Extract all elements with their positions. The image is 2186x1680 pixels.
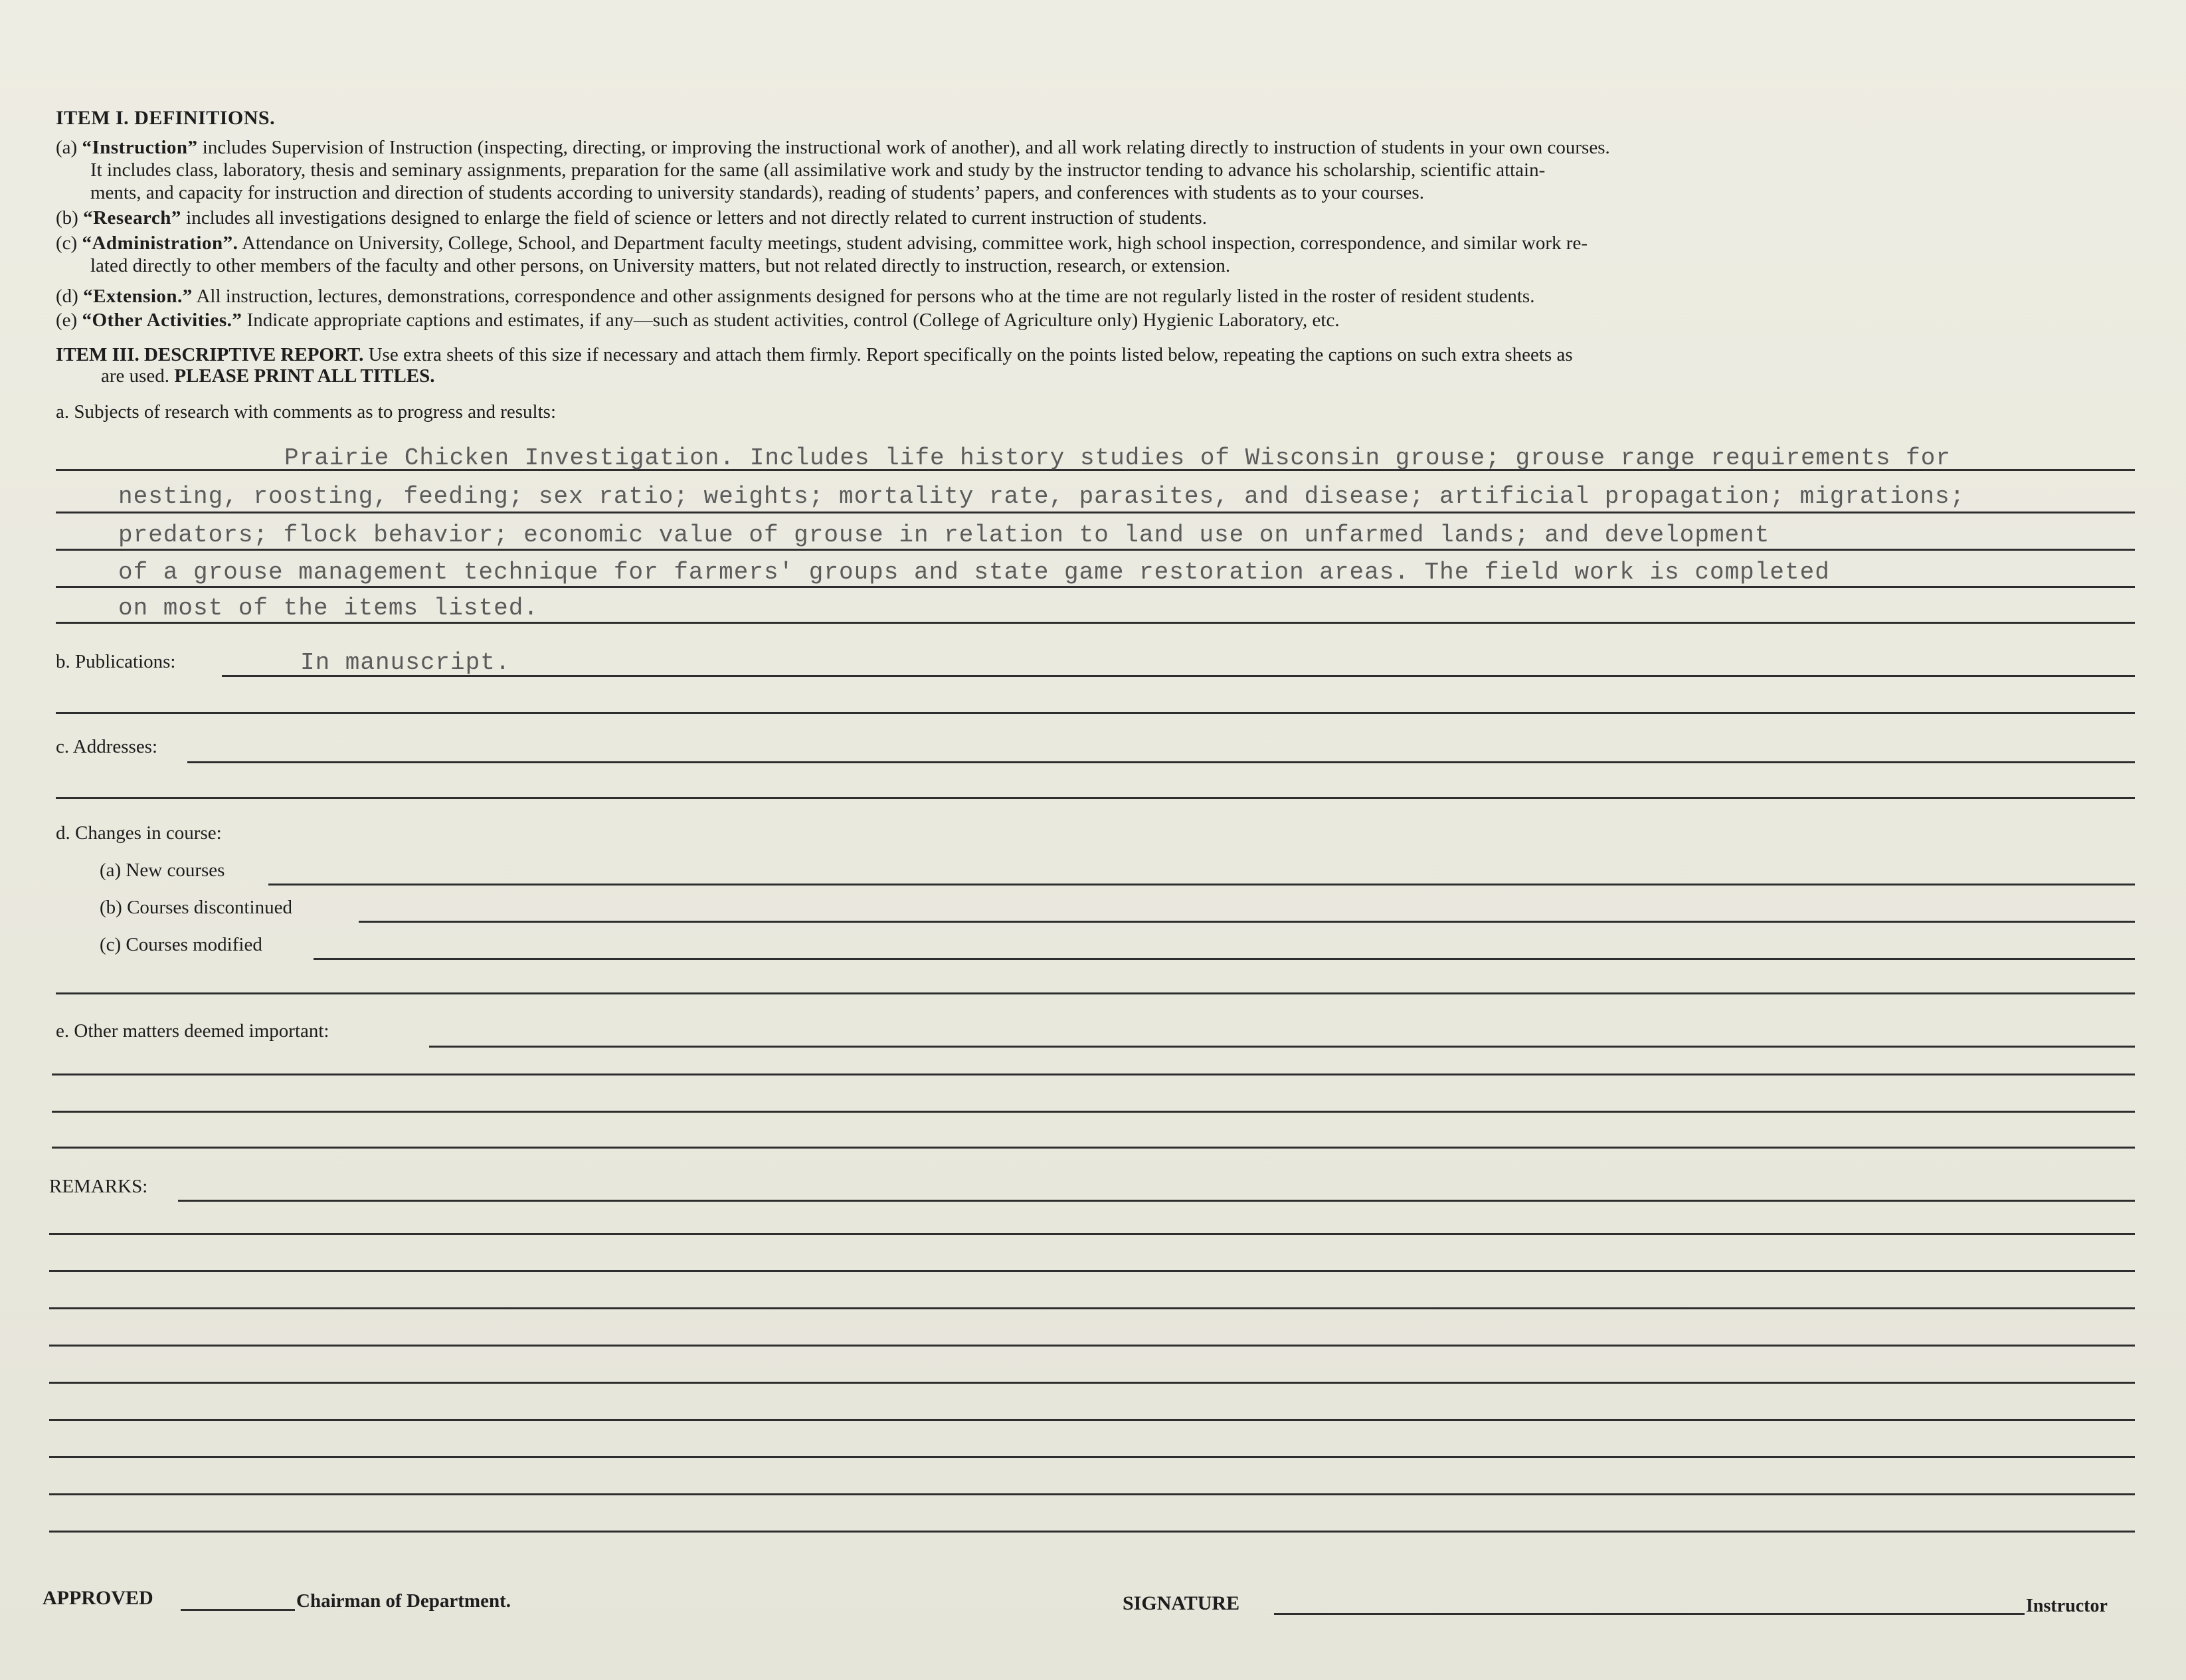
item3-heading: ITEM III. DESCRIPTIVE REPORT. — [56, 344, 364, 365]
def-d-term: “Extension.” — [83, 286, 193, 307]
item3-cont-plain: are used. — [101, 365, 175, 387]
remarks-line-9[interactable] — [49, 1493, 2135, 1495]
def-c-line — [56, 231, 1588, 255]
courses-modified-label: (c) Courses modified — [100, 934, 262, 955]
remarks-line-3[interactable] — [49, 1270, 2135, 1272]
item1-heading: ITEM I. DEFINITIONS. — [56, 107, 276, 129]
def-a-text: includes Supervision of Instruction (inspecting, directing, or improving the instructional work of another), and all work relating directly to instruction of students in your own courses. — [197, 137, 1610, 158]
a-line-2[interactable] — [56, 512, 2135, 513]
section-c-label: c. Addresses: — [56, 736, 158, 757]
a-typed-5: on most of the items listed. — [118, 595, 539, 622]
def-c-term: “Administration”. — [82, 233, 238, 254]
other-matters-line-4[interactable] — [52, 1147, 2135, 1149]
publications-line-2[interactable] — [56, 712, 2135, 714]
def-c-text: Attendance on University, College, School, and Department faculty meetings, student advising, committee work, high school inspection, correspondence, and similar work re- — [238, 233, 1588, 254]
chairman-label: Chairman of Department. — [296, 1590, 511, 1612]
other-matters-line-3[interactable] — [52, 1111, 2135, 1113]
remarks-line-8[interactable] — [49, 1456, 2135, 1458]
new-courses-label: (a) New courses — [100, 860, 225, 881]
def-a-marker: (a) — [56, 137, 78, 158]
def-a-term: “Instruction” — [82, 137, 198, 158]
remarks-line-6[interactable] — [49, 1382, 2135, 1384]
remarks-line-4[interactable] — [49, 1307, 2135, 1309]
addresses-line-2[interactable] — [56, 797, 2135, 799]
a-line-3[interactable] — [56, 549, 2135, 551]
def-e-text: Indicate appropriate captions and estimates, if any—such as student activities, control (College of Agriculture only) Hygienic Laboratory, etc. — [242, 310, 1340, 331]
remarks-line-7[interactable] — [49, 1419, 2135, 1421]
other-matters-line-1[interactable] — [429, 1046, 2135, 1048]
new-courses-line[interactable] — [268, 884, 2135, 886]
item3-cont — [101, 364, 435, 388]
courses-modified-line[interactable] — [314, 958, 2135, 960]
a-line-5[interactable] — [56, 622, 2135, 624]
courses-discontinued-line[interactable] — [359, 921, 2135, 923]
def-b-term: “Research” — [83, 207, 181, 229]
def-c-cont-1: lated directly to other members of the faculty and other persons, on University matters, but not related directly to instruction, research, or extension. — [90, 255, 1231, 276]
section-d-label: d. Changes in course: — [56, 822, 222, 844]
def-a-cont-1: It includes class, laboratory, thesis and seminary assignments, preparation for the same (all assimilative work and study by the instructor tending to advance his scholarship, scientific attain- — [90, 159, 1546, 181]
item3-text: Use extra sheets of this size if necessary and attach them firmly. Report specifically on the points listed below, repeating the captions on such extra sheets as — [363, 344, 1573, 365]
def-a-cont-2: ments, and capacity for instruction and direction of students according to university standards), reading of students’ papers, and conferences with students as to your courses. — [90, 182, 1424, 203]
approved-line[interactable] — [181, 1609, 295, 1611]
def-d-line — [56, 284, 1534, 308]
def-b-marker: (b) — [56, 207, 78, 229]
def-d-text: All instruction, lectures, demonstrations, correspondence and other assignments designed for persons who at the time are not regularly listed in the roster of resident students. — [192, 286, 1535, 307]
def-d-marker: (d) — [56, 286, 78, 307]
courses-discontinued-label: (b) Courses discontinued — [100, 897, 292, 918]
remarks-line-5[interactable] — [49, 1345, 2135, 1347]
signature-line[interactable] — [1274, 1613, 2025, 1615]
def-e-line — [56, 308, 1340, 332]
remarks-line-1[interactable] — [178, 1200, 2135, 1202]
section-b-label: b. Publications: — [56, 651, 176, 672]
a-typed-3: predators; flock behavior; economic value of grouse in relation to land use on unfarmed lands; and development — [118, 521, 1770, 549]
section-a-label: a. Subjects of research with comments as to progress and results: — [56, 401, 557, 422]
publications-typed: In manuscript. — [300, 649, 511, 676]
signature-label: SIGNATURE — [1123, 1592, 1240, 1614]
other-matters-line-2[interactable] — [52, 1073, 2135, 1075]
addresses-line-1[interactable] — [187, 761, 2135, 763]
a-typed-1: Prairie Chicken Investigation. Includes life history studies of Wisconsin grouse; grouse range requirements for — [284, 444, 1951, 472]
def-e-term: “Other Activities.” — [82, 310, 242, 331]
def-a-line — [56, 136, 1610, 159]
remarks-label: REMARKS: — [49, 1176, 148, 1197]
remarks-line-10[interactable] — [49, 1531, 2135, 1533]
item3-line — [56, 343, 1573, 367]
section-e-label: e. Other matters deemed important: — [56, 1020, 329, 1042]
item3-print-titles: PLEASE PRINT ALL TITLES. — [174, 365, 435, 387]
def-c-marker: (c) — [56, 233, 78, 254]
def-b-text: includes all investigations designed to enlarge the field of science or letters and not directly related to current instruction of students. — [181, 207, 1207, 229]
a-line-4[interactable] — [56, 586, 2135, 588]
approved-label: APPROVED — [43, 1587, 153, 1609]
def-b-line — [56, 206, 1207, 230]
def-e-marker: (e) — [56, 310, 78, 331]
a-typed-2: nesting, roosting, feeding; sex ratio; weights; mortality rate, parasites, and disease; artificial propagation; migrations; — [118, 483, 1965, 510]
a-typed-4: of a grouse management technique for farmers' groups and state game restoration areas. The field work is completed — [118, 559, 1830, 586]
remarks-line-2[interactable] — [49, 1233, 2135, 1235]
changes-line-extra[interactable] — [56, 992, 2135, 994]
instructor-label: Instructor — [2026, 1596, 2108, 1616]
